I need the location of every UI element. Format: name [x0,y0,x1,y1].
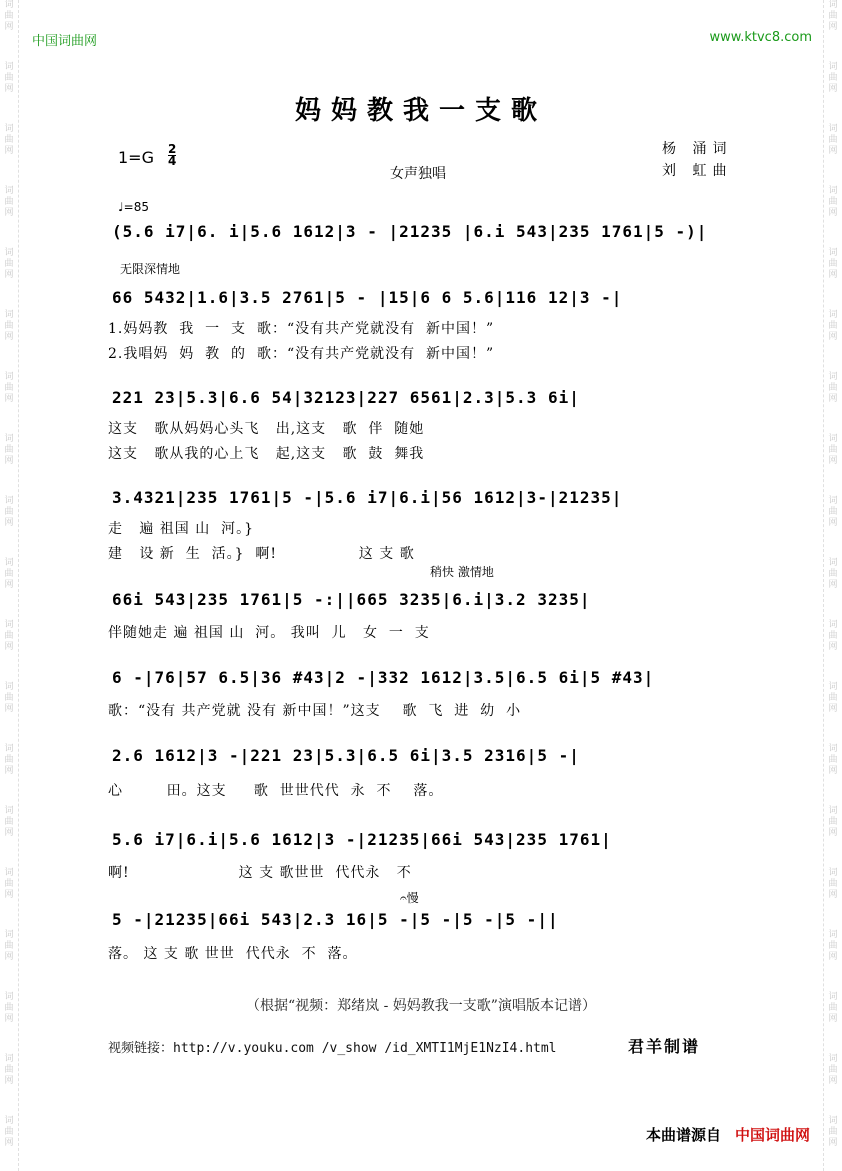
side-watermark-text: 词 曲 网 [828,62,838,94]
notation-row: (5.6 i7|6. i|5.6 1612|3 - |21235 |6.i 543|235 1761|5 -)| [112,222,708,241]
side-watermark-text: 词 曲 网 [4,124,14,156]
side-watermark-text: 词 曲 网 [828,372,838,404]
notation-row: 6 -|76|57 6.5|36 #43|2 -|332 1612|3.5|6.5 6i|5 #43| [112,668,655,687]
tempo-marking: ♩=85 [118,200,149,214]
lyric-line: 落。 这 支 歌 世世 代代永 不 落。 [108,946,358,962]
notation-row: 5 -|21235|66i 543|2.3 16|5 -|5 -|5 -|5 -|| [112,910,559,929]
side-watermark-text: 词 曲 网 [828,434,838,466]
side-watermark-text: 词 曲 网 [4,682,14,714]
side-watermark-text: 词 曲 网 [828,930,838,962]
site-url-header[interactable]: www.ktvc8.com [709,30,812,45]
side-watermark-text: 词 曲 网 [828,248,838,280]
side-watermark-text: 词 曲 网 [4,992,14,1024]
side-watermark-text: 词 曲 网 [4,372,14,404]
lyric-line: 这支 歌从我的心上飞 起,这支 歌 鼓 舞我 [108,446,425,462]
side-watermark-text: 词 曲 网 [4,1054,14,1086]
side-watermark-text: 词 曲 网 [4,744,14,776]
side-watermark-text: 词 曲 网 [4,558,14,590]
meter-top: 2 [168,142,177,156]
notation-row: 5.6 i7|6.i|5.6 1612|3 -|21235|66i 543|235 1761| [112,830,612,849]
site-name-header[interactable]: 中国词曲网 [32,34,98,49]
side-watermark-text: 词 曲 网 [828,868,838,900]
lyric-line: 走 遍 祖国 山 河。} [108,521,255,537]
notation-row: 66 5432|1.6|3.5 2761|5 - |15|6 6 5.6|116 12|3 -| [112,288,623,307]
expression-mark: 无限深情地 [120,262,181,276]
expression-mark: 稍快 激情地 [430,565,494,579]
key-signature: 1=G [118,148,154,167]
lyric-line: 1.妈妈教 我 一 支 歌：“没有共产党就没有 新中国！” [108,321,495,337]
transcription-source-note: （根据“视频：郑绪岚 - 妈妈教我一支歌”演唱版本记谱） [246,998,596,1014]
lyric-line: 歌：“没有 共产党就 没有 新中国！”这支 歌 飞 进 幼 小 [108,703,522,719]
side-watermark-text: 词 曲 网 [828,124,838,156]
side-watermark-text: 词 曲 网 [4,186,14,218]
side-watermark-text: 词 曲 网 [4,310,14,342]
side-watermark-text: 词 曲 网 [4,62,14,94]
time-signature [168,144,176,167]
side-watermark-text: 词 曲 网 [828,0,838,32]
song-title: 妈妈教我一支歌 [294,96,547,126]
side-watermark-text: 词 曲 网 [828,744,838,776]
performance-style: 女声独唱 [390,166,446,182]
side-watermark-text: 词 曲 网 [4,868,14,900]
video-link[interactable]: 视频链接：http://v.youku.com /v_show /id_XMTI1MjE1NzI4.html [108,1041,557,1056]
side-watermark-text: 词 曲 网 [4,620,14,652]
expression-mark: 𝄐慢 [400,891,419,905]
lyricist-credit: 杨 涌词 [662,141,733,157]
footer-site-link[interactable]: 中国词曲网 [734,1126,810,1144]
notation-row: 221 23|5.3|6.6 54|32123|227 6561|2.3|5.3 6i| [112,388,580,407]
side-watermark-text: 词 曲 网 [828,806,838,838]
notation-row: 66i 543|235 1761|5 -:||665 3235|6.i|3.2 3235| [112,590,591,609]
side-watermark-text: 词 曲 网 [4,496,14,528]
side-watermark-text: 词 曲 网 [4,930,14,962]
lyric-line: 啊! 这 支 歌世世 代代永 不 [108,865,412,881]
side-watermark-text: 词 曲 网 [828,310,838,342]
side-watermark-text: 词 曲 网 [4,248,14,280]
side-watermark-text: 词 曲 网 [828,682,838,714]
notation-row: 2.6 1612|3 -|221 23|5.3|6.5 6i|3.5 2316|5 -| [112,746,580,765]
footer-credit [646,1124,810,1145]
footer-label: 本曲谱源自 [645,1126,721,1144]
side-watermark-text: 词 曲 网 [4,1116,14,1148]
lyric-line: 建 设 新 生 活。} 啊! 这 支 歌 [108,546,415,562]
side-watermark-text: 词 曲 网 [828,558,838,590]
side-watermark-text: 词 曲 网 [4,0,14,32]
lyric-line: 伴随她走 遍 祖国 山 河。 我叫 儿 女 一 支 [108,625,430,641]
side-watermark-text: 词 曲 网 [828,620,838,652]
composer-credit: 刘 虹曲 [662,163,733,179]
lyric-line: 心 田。这支 歌 世世代代 永 不 落。 [108,783,444,799]
side-watermark-text: 词 曲 网 [4,434,14,466]
lyric-line: 2.我唱妈 妈 教 的 歌：“没有共产党就没有 新中国！” [108,346,495,362]
side-watermark-text: 词 曲 网 [828,1054,838,1086]
side-watermark-text: 词 曲 网 [828,186,838,218]
side-watermark-text: 词 曲 网 [828,496,838,528]
side-watermark-text: 词 曲 网 [4,806,14,838]
side-watermark-text: 词 曲 网 [828,1116,838,1148]
lyric-line: 这支 歌从妈妈心头飞 出,这支 歌 伴 随她 [108,421,425,437]
transcriber-signature: 君羊制谱 [628,1037,701,1056]
notation-row: 3.4321|235 1761|5 -|5.6 i7|6.i|56 1612|3-|21235| [112,488,623,507]
side-watermark-text: 词 曲 网 [828,992,838,1024]
meter-bottom: 4 [168,154,177,168]
